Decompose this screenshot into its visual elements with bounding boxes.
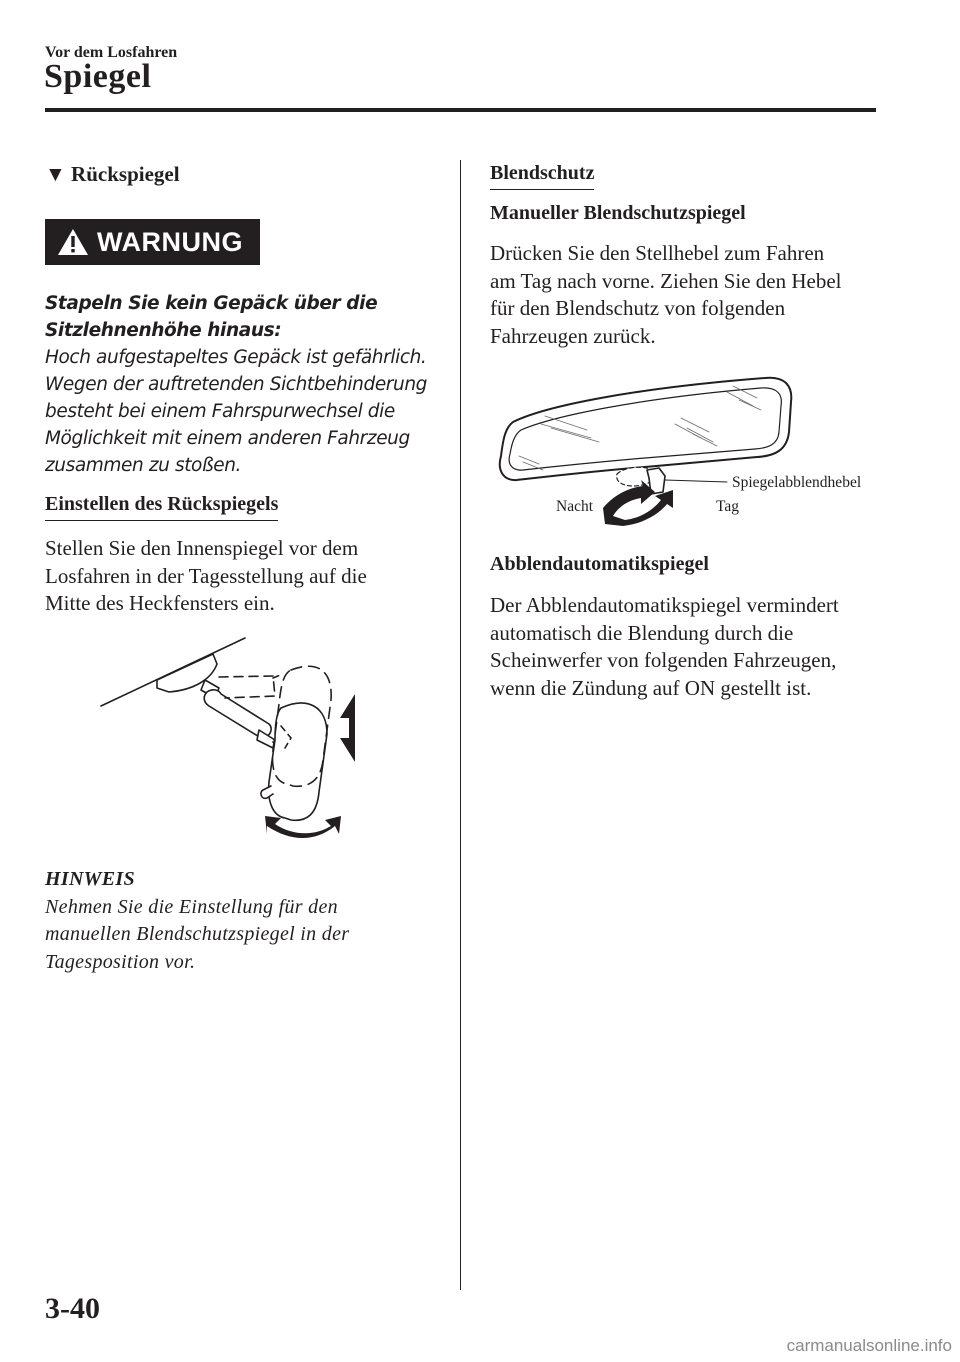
blendschutz-heading: Blendschutz — [490, 162, 594, 190]
paragraph-line: wenn die Zündung auf ON gestellt ist. — [490, 675, 812, 700]
paragraph-line: Losfahren in der Tagesstellung auf die — [45, 563, 367, 588]
warning-headline-line: Sitzlehnenhöhe hinaus: — [45, 320, 282, 341]
rueckspiegel-heading — [45, 162, 180, 187]
manual-mirror-paragraph — [490, 240, 890, 350]
page-title: Spiegel — [44, 58, 152, 95]
paragraph-line: automatisch die Blendung durch die — [490, 620, 794, 645]
manual-mirror-title: Manueller Blendschutzspiegel — [490, 202, 746, 224]
paragraph-line: Stellen Sie den Innenspiegel vor dem — [45, 536, 359, 560]
section-label: Vor dem Losfahren — [45, 44, 178, 61]
warning-banner — [45, 219, 260, 265]
page-number: 3-40 — [45, 1292, 100, 1325]
note-box — [45, 866, 445, 976]
title-rule — [45, 108, 876, 112]
antiglare-mirror-illustration — [495, 370, 800, 530]
adjust-mirror-paragraph — [45, 535, 450, 618]
warning-text — [45, 290, 450, 479]
triangle-marker-icon: ▼ — [45, 162, 66, 186]
warning-body-line: zusammen zu stoßen. — [45, 455, 242, 476]
auto-mirror-title: Abblendautomatikspiegel — [490, 553, 709, 575]
note-line: Nehmen Sie die Einstellung für den — [45, 895, 338, 918]
paragraph-line: am Tag nach vorne. Ziehen Sie den Hebel — [490, 268, 842, 293]
warning-body-line: besteht bei einem Fahrspurwechsel die — [45, 401, 395, 422]
paragraph-line: Der Abblendautomatikspiegel vermindert — [490, 593, 839, 617]
paragraph-line: Drücken Sie den Stellhebel zum Fahren — [490, 241, 825, 265]
warning-body-line: Hoch aufgestapeltes Gepäck ist gefährlich. — [45, 347, 427, 368]
paragraph-line: für den Blendschutz von folgenden — [490, 296, 786, 320]
mirror-adjust-illustration — [95, 630, 355, 845]
night-label: Nacht — [556, 498, 594, 515]
paragraph-line: Scheinwerfer von folgenden Fahrzeugen, — [490, 648, 837, 672]
warning-label: WARNUNG — [97, 226, 243, 257]
watermark: carmanualsonline.info — [786, 1336, 952, 1355]
day-label: Tag — [716, 498, 740, 515]
paragraph-line: Mitte des Heckfensters ein. — [45, 591, 275, 615]
warning-body-line: Möglichkeit mit einem anderen Fahrzeug — [45, 428, 410, 449]
rueckspiegel-heading-text: Rückspiegel — [71, 162, 180, 186]
note-line: Tagesposition vor. — [45, 950, 196, 973]
warning-headline-line: Stapeln Sie kein Gepäck über die — [45, 293, 378, 314]
warning-body-line: Wegen der auftretenden Sichtbehinderung — [45, 374, 427, 395]
adjust-mirror-subheading: Einstellen des Rückspiegels — [45, 493, 278, 521]
lever-label: Spiegelabblendhebel — [732, 474, 862, 491]
auto-mirror-paragraph — [490, 592, 890, 702]
note-title: HINWEIS — [45, 868, 135, 890]
note-line: manuellen Blendschutzspiegel in der — [45, 923, 350, 945]
paragraph-line: Fahrzeugen zurück. — [490, 323, 656, 348]
column-divider — [460, 160, 461, 1290]
warning-icon — [57, 228, 89, 256]
